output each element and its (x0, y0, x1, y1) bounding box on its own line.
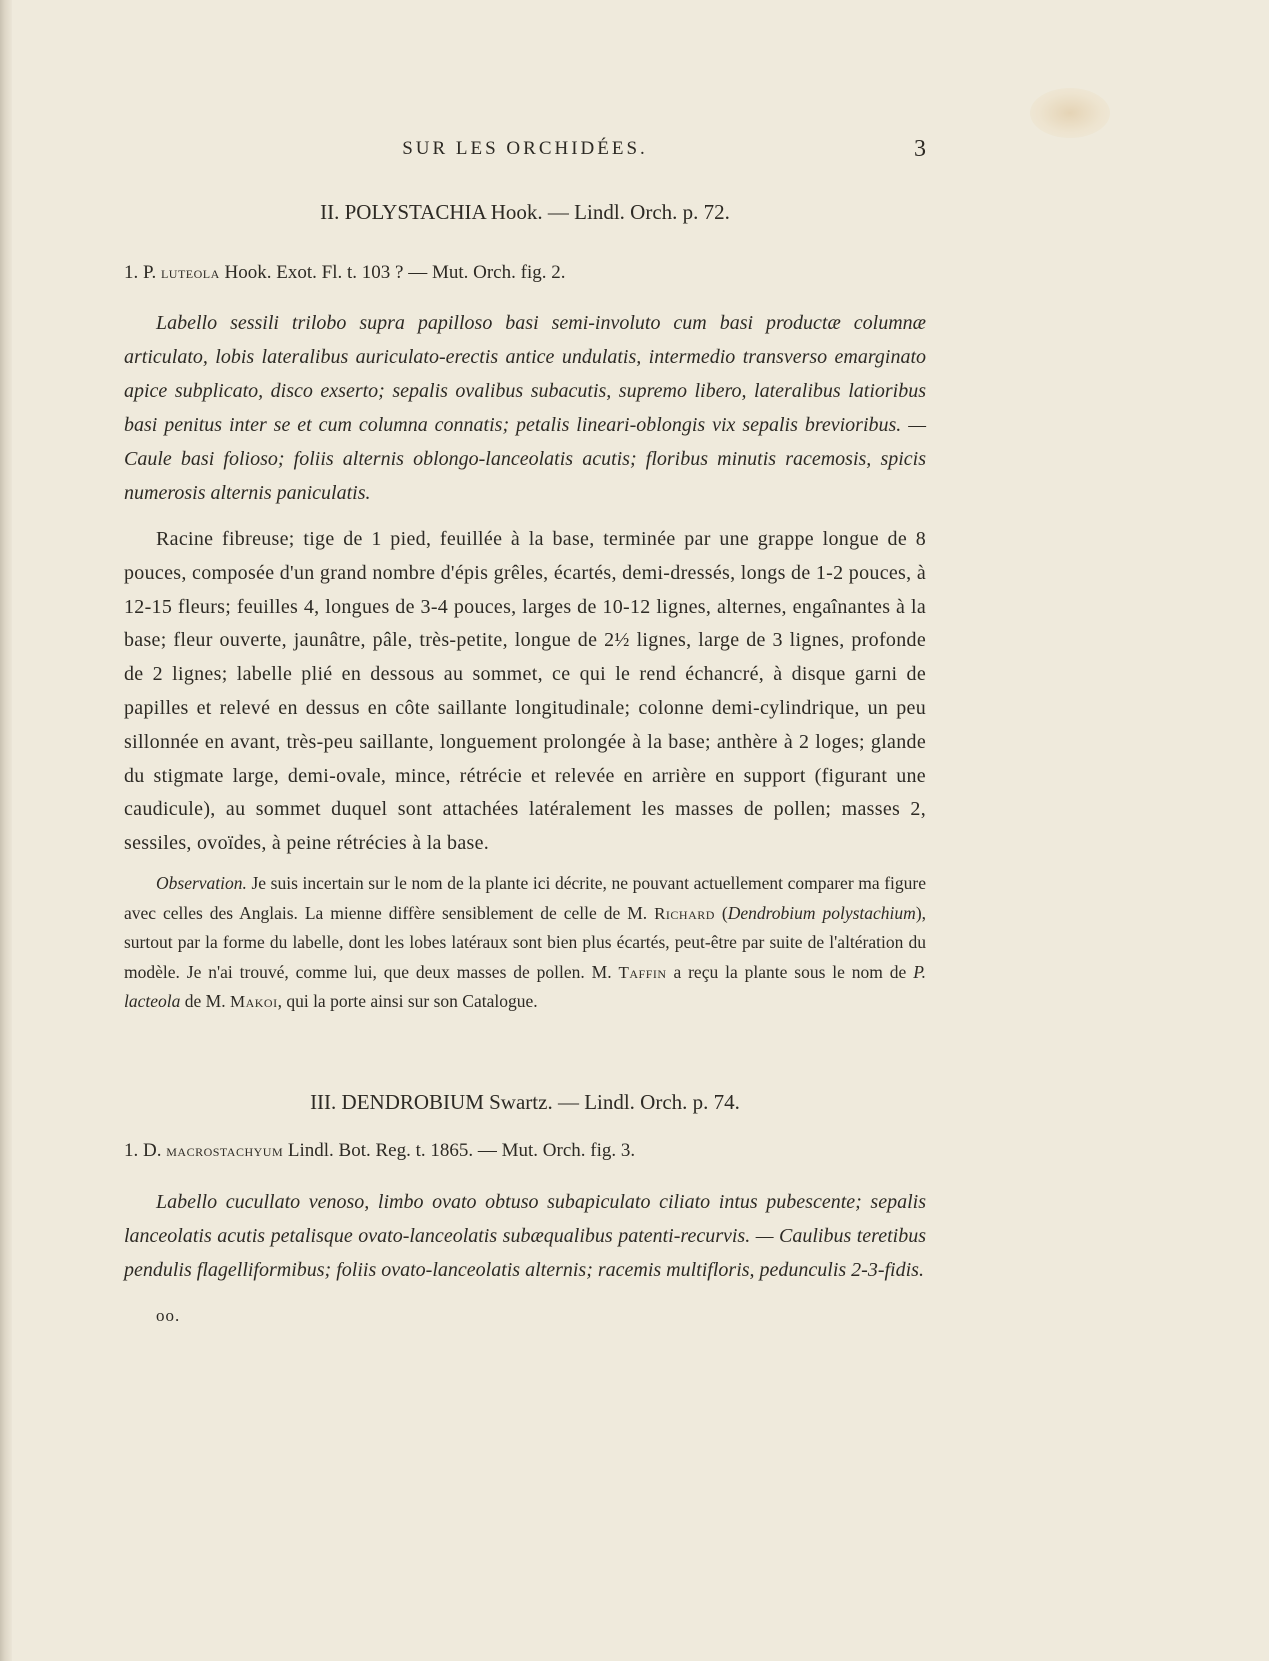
synonym-lacteola: P. lacteola (124, 961, 926, 1012)
genus-heading-polystachia: II. POLYSTACHIA Hook. — Lindl. Orch. p. 72. (320, 200, 730, 224)
species-reference: Lindl. Bot. Reg. t. 1865. — Mut. Orch. fig. 3. (287, 1140, 636, 1161)
observation-paragraph (124, 869, 926, 1017)
person-richard: Richard (654, 903, 715, 923)
observation-text: ( (714, 902, 728, 923)
observation-text: ), surtout par la forme du labelle, dont les lobes latéraux sont bien plus écartés, peut-être par suite de l'altération du modèle. Je n'ai trouvé, comme lui, que deux masses de pollen. M. (124, 902, 927, 982)
person-makoi: Makoi (229, 992, 278, 1012)
species-name: luteola (160, 263, 220, 282)
latin-diagnosis-luteola: Labello sessili trilobo supra papilloso basi semi-involuto cum basi productæ columnæ articulato, lobis lateralibus auriculato-erectis antice undulatis, intermedio transverso emarginato apice subplicato, disco exserto; sepalis ovalibus subacutis, supremo libero, lateralibus latioribus basi penitus inter se et cum columna connatis; petalis lineari-oblongis vix sepalis brevioribus. — Caule basi folioso; foliis alternis oblongo-lanceolatis acutis; floribus minutis racemosis, spicis numerosis alternis paniculatis. (124, 312, 926, 504)
species-heading-luteola (124, 262, 926, 284)
running-head-title: SUR LES ORCHIDÉES. (402, 138, 648, 159)
running-head (124, 136, 926, 166)
species-reference: Hook. Exot. Fl. t. 103 ? — Mut. Orch. fig. 2. (224, 262, 566, 283)
latin-diagnosis-macrostachyum: Labello cucullato venoso, limbo ovato obtuso subapiculato ciliato intus pubescente; sepalis lanceolatis acutis petalisque ovato-lanceolatis subæqualibus patenti-recurvis. — Caulibus teretibus pendulis flagelliformibus; foliis ovato-lanceolatis alternis; racemis multifloris, pedunculis 2-3-fidis. (124, 1191, 926, 1281)
page-number: 3 (914, 136, 926, 162)
paper-stain (1030, 88, 1110, 138)
genus-heading-dendrobium: III. DENDROBIUM Swartz. — Lindl. Orch. p. 74. (310, 1090, 740, 1114)
observation-text: a reçu la plante sous le nom de (666, 961, 914, 982)
observation-text: Je suis incertain sur le nom de la plante ici décrite, ne pouvant actuellement comparer ma figure avec celles des Anglais. La mienne diffère sensiblement de celle de M. (124, 873, 926, 923)
binding-edge (0, 0, 12, 1661)
person-taffin: Taffin (618, 962, 667, 982)
french-description-luteola: Racine fibreuse; tige de 1 pied, feuillée à la base, terminée par une grappe longue de 8 pouces, composée d'un grand nombre d'épis grêles, écartés, demi-dressés, longs de 1-2 pouces, à 12-15 fleurs; feuilles 4, longues de 3-4 pouces, larges de 10-12 lignes, alternes, engaînantes à la base; fleur ouverte, jaunâtre, pâle, très-petite, longue de 2½ lignes, large de 3 lignes, profonde de 2 lignes; labelle plié en dessous au sommet, ce qui le rend échancré, à disque garni de papilles et relevé en dessus en côte saillante longitudinale; colonne demi-cylindrique, un peu sillonnée en avant, très-peu saillante, longuement prolongée à la base; anthère à 2 loges; glande du stigmate large, demi-ovale, mince, rétrécie et relevée en arrière en support (figurant une caudicule), au sommet duquel sont attachées latéralement les masses de pollen; masses 2, sessiles, ovoïdes, à peine rétrécies à la base. (124, 528, 926, 855)
observation-label: Observation. (156, 873, 247, 893)
synonym-dendrobium: Dendrobium polystachium (727, 902, 916, 923)
observation-text: , qui la porte ainsi sur son Catalogue. (277, 991, 538, 1012)
observation-text: de M. (180, 991, 230, 1012)
species-name: macrostachyum (166, 1141, 284, 1160)
signature-mark: oo. (156, 1306, 181, 1325)
species-number: 1. P. (124, 262, 157, 283)
species-number: 1. D. (124, 1140, 162, 1161)
species-heading-macrostachyum (124, 1140, 926, 1162)
